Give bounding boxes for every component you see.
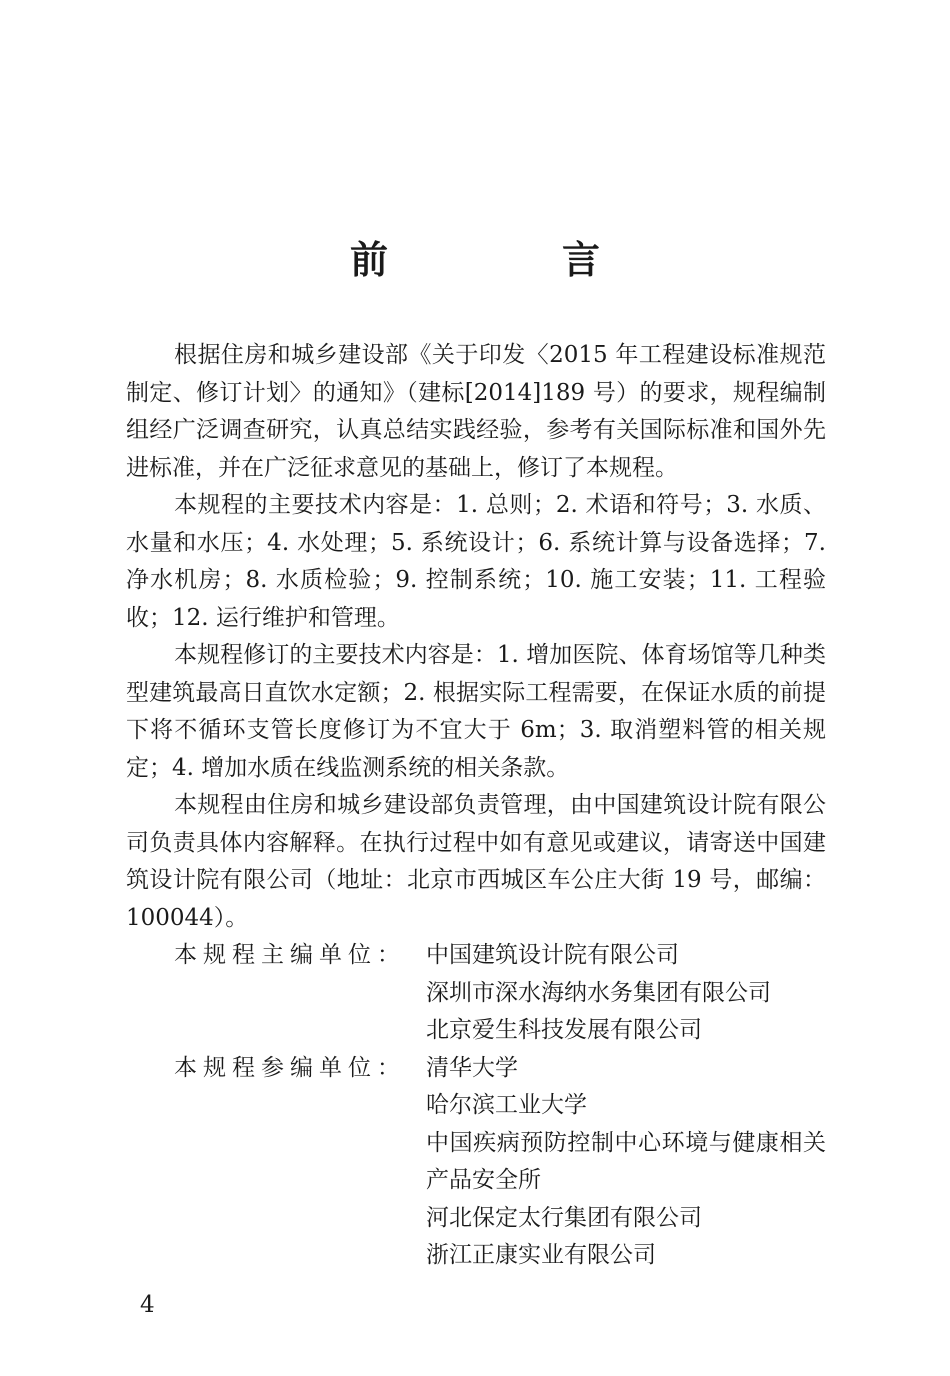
- participating-unit-item: 中国疾病预防控制中心环境与健康相关产品安全所: [426, 1129, 826, 1193]
- participating-unit-item: 浙江正康实业有限公司: [426, 1242, 656, 1268]
- paragraph-main-contents: 本规程的主要技术内容是：1. 总则；2. 术语和符号；3. 水质、水量和水压；4. 水处理；5. 系统设计；6. 系统计算与设备选择；7. 净水机房；8. 水质检验；9. 控制系统；10. 施工安装；11. 工程验收；12. 运行维护和管理。: [126, 492, 826, 631]
- chief-unit-item: 北京爱生科技发展有限公司: [426, 1017, 702, 1043]
- participating-unit-item: 清华大学: [426, 1054, 518, 1081]
- chief-units-list: [426, 937, 826, 1050]
- participating-unit-item: 河北保定太行集团有限公司: [426, 1204, 702, 1231]
- page-number: 4: [140, 1292, 155, 1318]
- participating-unit-item: 哈尔滨工业大学: [426, 1092, 587, 1118]
- participating-units-label: 本规程参编单位：: [174, 1054, 406, 1081]
- chief-units-group: [126, 937, 826, 1050]
- paragraph-revision-contents: 本规程修订的主要技术内容是：1. 增加医院、体育场馆等几种类型建筑最高日直饮水定额；2. 根据实际工程需要，在保证水质的前提下将不循环支管长度修订为不宜大于 6m；3. 取消塑料管的相关规定；4. 增加水质在线监测系统的相关条款。: [126, 642, 826, 781]
- paragraph-background: 根据住房和城乡建设部《关于印发〈2015 年工程建设标准规范制定、修订计划〉的通知》（建标[2014]189 号）的要求，规程编制组经广泛调查研究，认真总结实践经验，参考有关国际标准和国外先进标准，并在广泛征求意见的基础上，修订了本规程。: [126, 342, 826, 481]
- chief-units-label: 本规程主编单位：: [174, 942, 406, 968]
- chief-unit-item: 深圳市深水海纳水务集团有限公司: [426, 979, 771, 1006]
- chief-unit-item: 中国建筑设计院有限公司: [426, 942, 679, 968]
- page-title: 前 言: [349, 237, 668, 282]
- preface-body: [126, 337, 826, 1275]
- participating-units-list: [426, 1050, 826, 1275]
- participating-units-group: [126, 1050, 826, 1275]
- drafting-units: [126, 937, 826, 1275]
- paragraph-management: 本规程由住房和城乡建设部负责管理，由中国建筑设计院有限公司负责具体内容解释。在执行过程中如有意见或建议，请寄送中国建筑设计院有限公司（地址：北京市西城区车公庄大街 19 号，邮编：100044）。: [126, 792, 826, 931]
